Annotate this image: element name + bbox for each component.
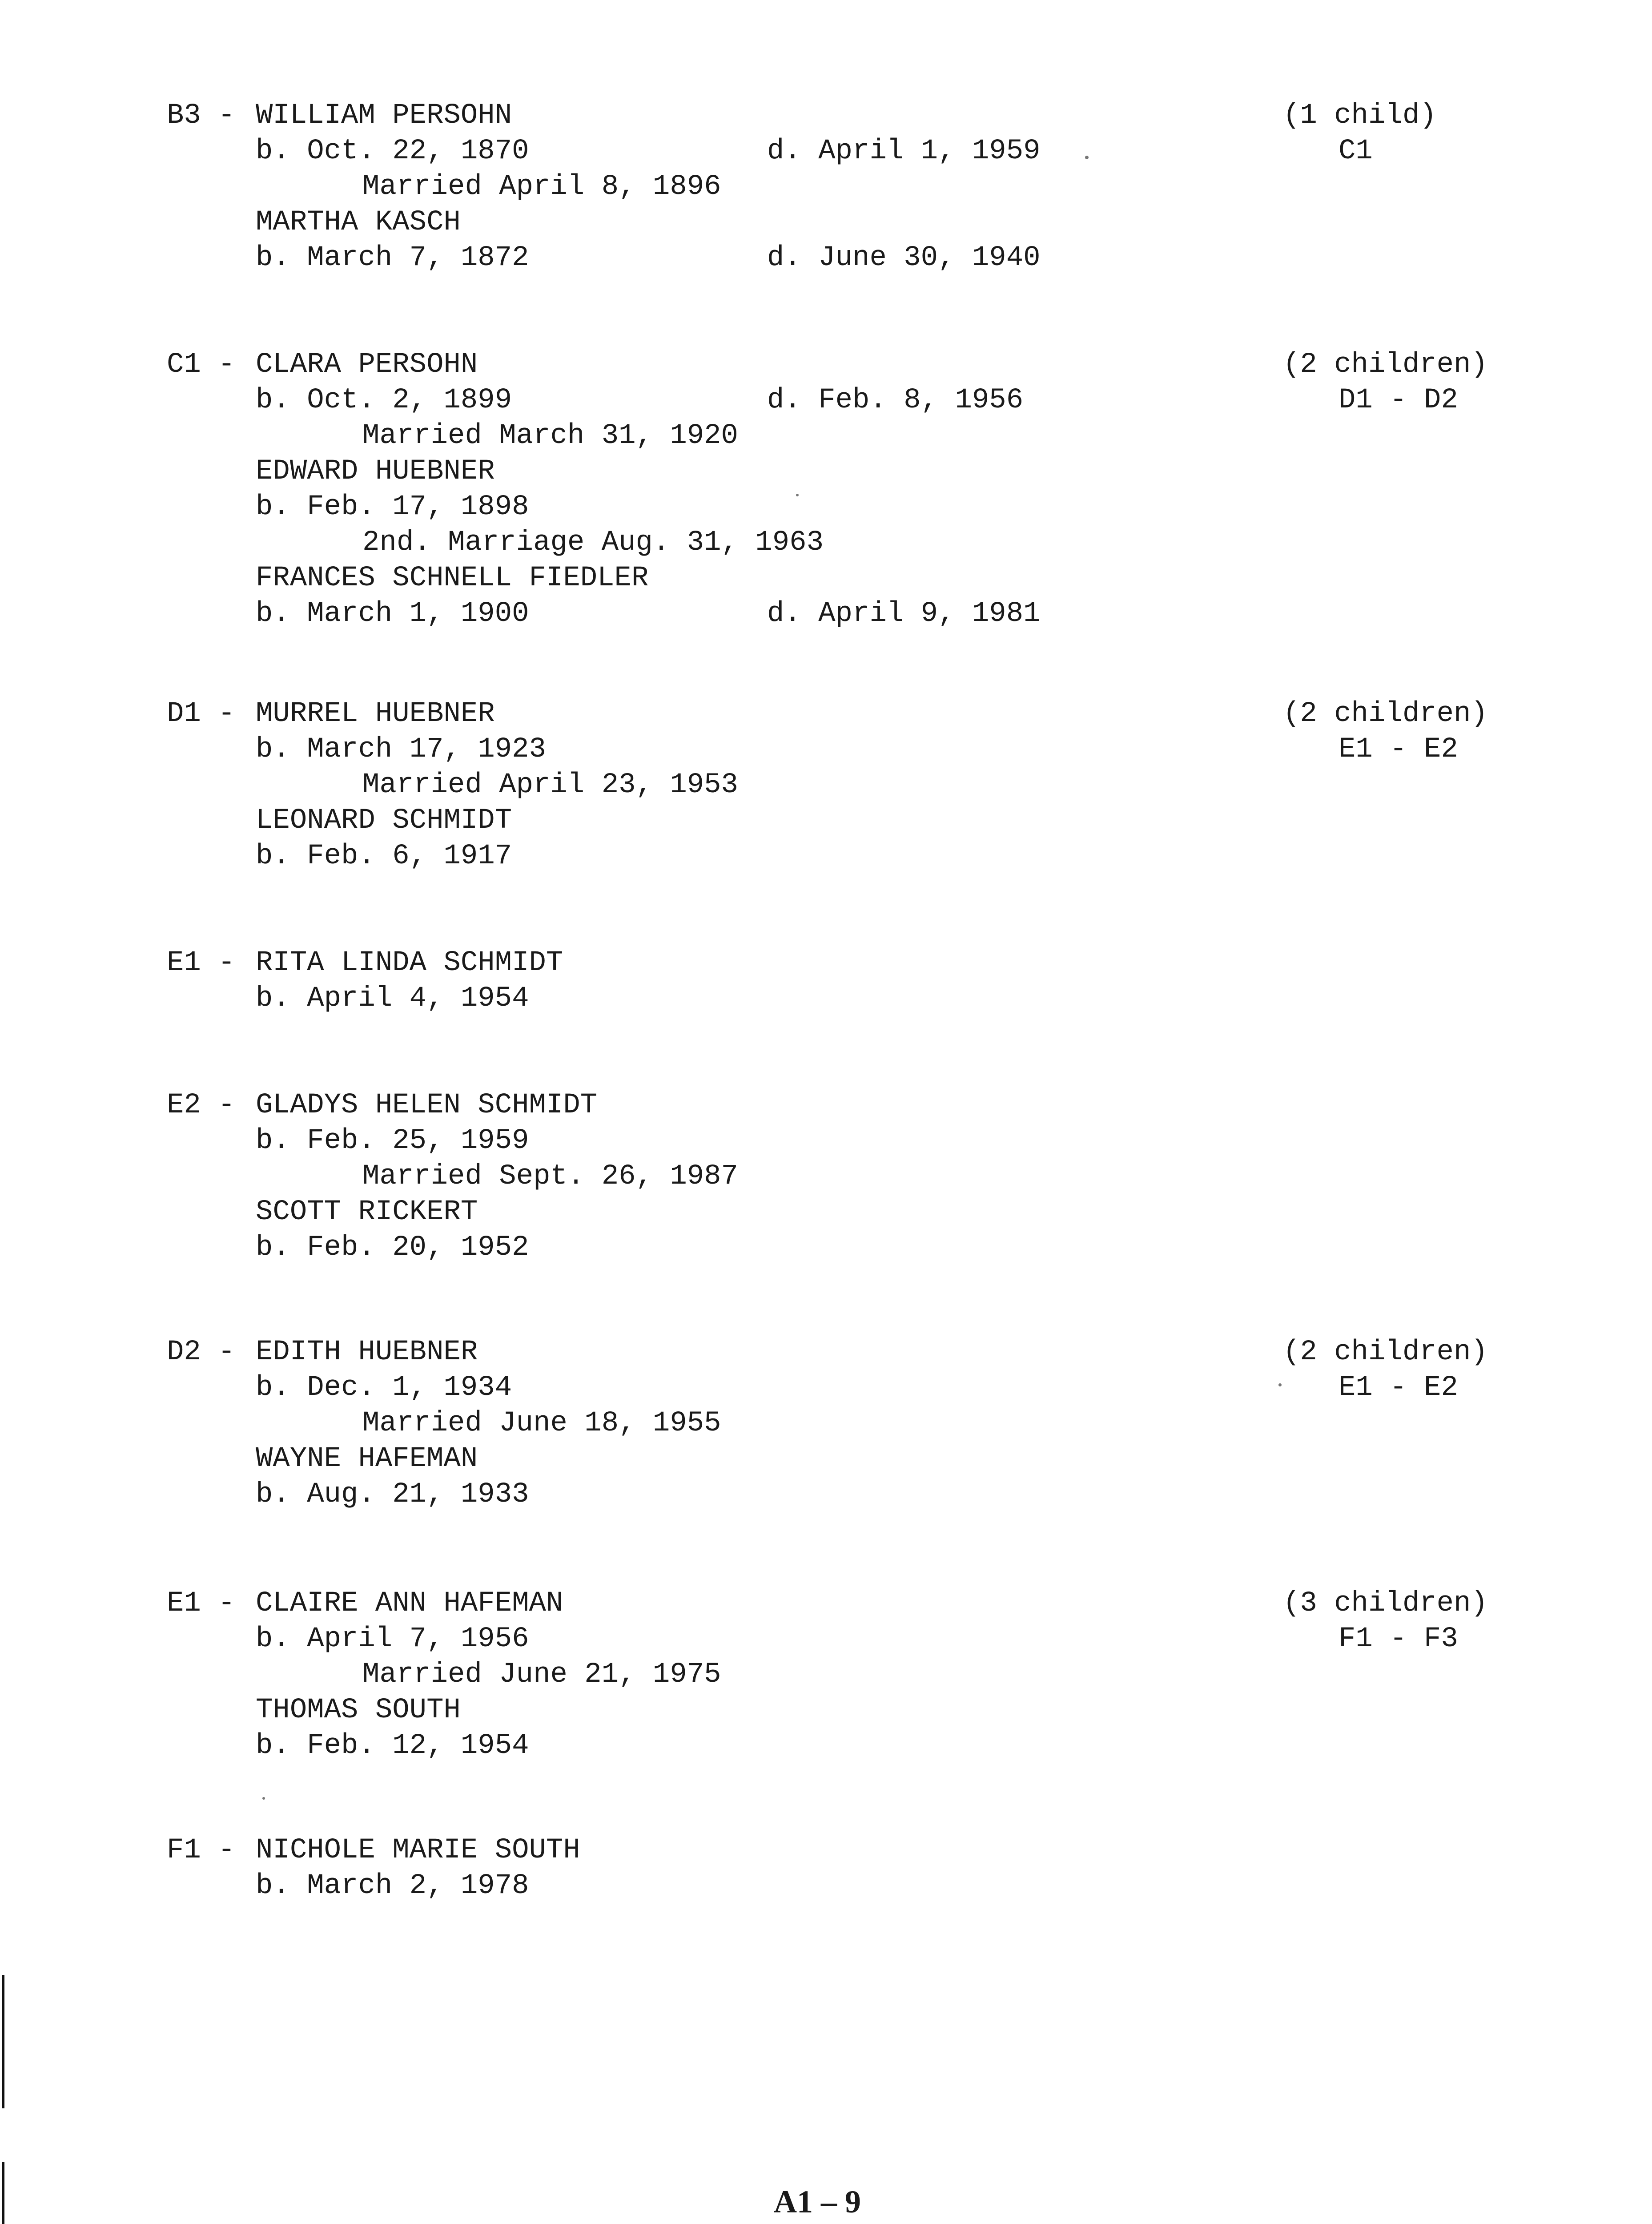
scan-margin-mark xyxy=(2,1975,4,2108)
spouse-birth-date: b. Feb. 6, 1917 xyxy=(256,840,512,872)
birth-date: b. April 4, 1954 xyxy=(256,983,529,1015)
marriage-date: Married June 21, 1975 xyxy=(362,1659,721,1691)
birth-date: b. Dec. 1, 1934 xyxy=(256,1372,512,1404)
children-count: (2 children) xyxy=(1283,1336,1488,1368)
entry-code: E2 - xyxy=(167,1089,235,1121)
person-name: CLAIRE ANN HAFEMAN xyxy=(256,1587,563,1620)
children-reference: D1 - D2 xyxy=(1338,384,1458,416)
children-reference: E1 - E2 xyxy=(1338,1372,1458,1404)
birth-date: b. Oct. 22, 1870 xyxy=(256,135,529,167)
second-spouse-birth-date: b. March 1, 1900 xyxy=(256,598,529,630)
birth-date: b. March 17, 1923 xyxy=(256,733,546,766)
person-name: MURREL HUEBNER xyxy=(256,698,495,730)
children-count: (2 children) xyxy=(1283,698,1488,730)
person-name: WILLIAM PERSOHN xyxy=(256,100,512,132)
birth-date: b. Feb. 25, 1959 xyxy=(256,1125,529,1157)
second-marriage-date: 2nd. Marriage Aug. 31, 1963 xyxy=(362,527,824,559)
second-spouse-death-date: d. April 9, 1981 xyxy=(767,598,1041,630)
spouse-name: SCOTT RICKERT xyxy=(256,1196,478,1228)
person-name: RITA LINDA SCHMIDT xyxy=(256,947,563,979)
person-name: CLARA PERSOHN xyxy=(256,349,478,381)
spouse-name: THOMAS SOUTH xyxy=(256,1694,461,1726)
children-reference: E1 - E2 xyxy=(1338,733,1458,766)
children-reference: F1 - F3 xyxy=(1338,1623,1458,1655)
marriage-date: Married June 18, 1955 xyxy=(362,1407,721,1439)
spouse-name: EDWARD HUEBNER xyxy=(256,455,495,488)
spouse-name: LEONARD SCHMIDT xyxy=(256,805,512,837)
marriage-date: Married March 31, 1920 xyxy=(362,420,738,452)
entry-code: B3 - xyxy=(167,100,235,132)
spouse-birth-date: b. Aug. 21, 1933 xyxy=(256,1479,529,1511)
spouse-name: WAYNE HAFEMAN xyxy=(256,1443,478,1475)
person-name: EDITH HUEBNER xyxy=(256,1336,478,1368)
spouse-birth-date: b. March 7, 1872 xyxy=(256,242,529,274)
entry-code: E1 - xyxy=(167,1587,235,1620)
spouse-death-date: d. June 30, 1940 xyxy=(767,242,1041,274)
scan-speck xyxy=(1085,156,1089,159)
entry-code: D1 - xyxy=(167,698,235,730)
entry-code: E1 - xyxy=(167,947,235,979)
children-count: (3 children) xyxy=(1283,1587,1488,1620)
page-number: A1 – 9 xyxy=(774,2184,861,2220)
person-name: GLADYS HELEN SCHMIDT xyxy=(256,1089,598,1121)
death-date: d. Feb. 8, 1956 xyxy=(767,384,1024,416)
spouse-birth-date: b. Feb. 12, 1954 xyxy=(256,1730,529,1762)
birth-date: b. March 2, 1978 xyxy=(256,1870,529,1902)
person-name: NICHOLE MARIE SOUTH xyxy=(256,1834,580,1866)
marriage-date: Married April 8, 1896 xyxy=(362,171,721,203)
marriage-date: Married Sept. 26, 1987 xyxy=(362,1160,738,1193)
scan-speck xyxy=(262,1797,265,1800)
children-reference: C1 xyxy=(1338,135,1373,167)
entry-code: D2 - xyxy=(167,1336,235,1368)
scan-speck xyxy=(796,494,799,496)
children-count: (1 child) xyxy=(1283,100,1437,132)
entry-code: C1 - xyxy=(167,349,235,381)
scan-speck xyxy=(1278,1383,1282,1386)
entry-code: F1 - xyxy=(167,1834,235,1866)
spouse-name: MARTHA KASCH xyxy=(256,206,461,238)
death-date: d. April 1, 1959 xyxy=(767,135,1041,167)
children-count: (2 children) xyxy=(1283,349,1488,381)
birth-date: b. April 7, 1956 xyxy=(256,1623,529,1655)
marriage-date: Married April 23, 1953 xyxy=(362,769,738,801)
spouse-birth-date: b. Feb. 20, 1952 xyxy=(256,1232,529,1264)
second-spouse-name: FRANCES SCHNELL FIEDLER xyxy=(256,562,649,594)
scan-margin-mark xyxy=(2,2162,4,2224)
spouse-birth-date: b. Feb. 17, 1898 xyxy=(256,491,529,523)
birth-date: b. Oct. 2, 1899 xyxy=(256,384,512,416)
